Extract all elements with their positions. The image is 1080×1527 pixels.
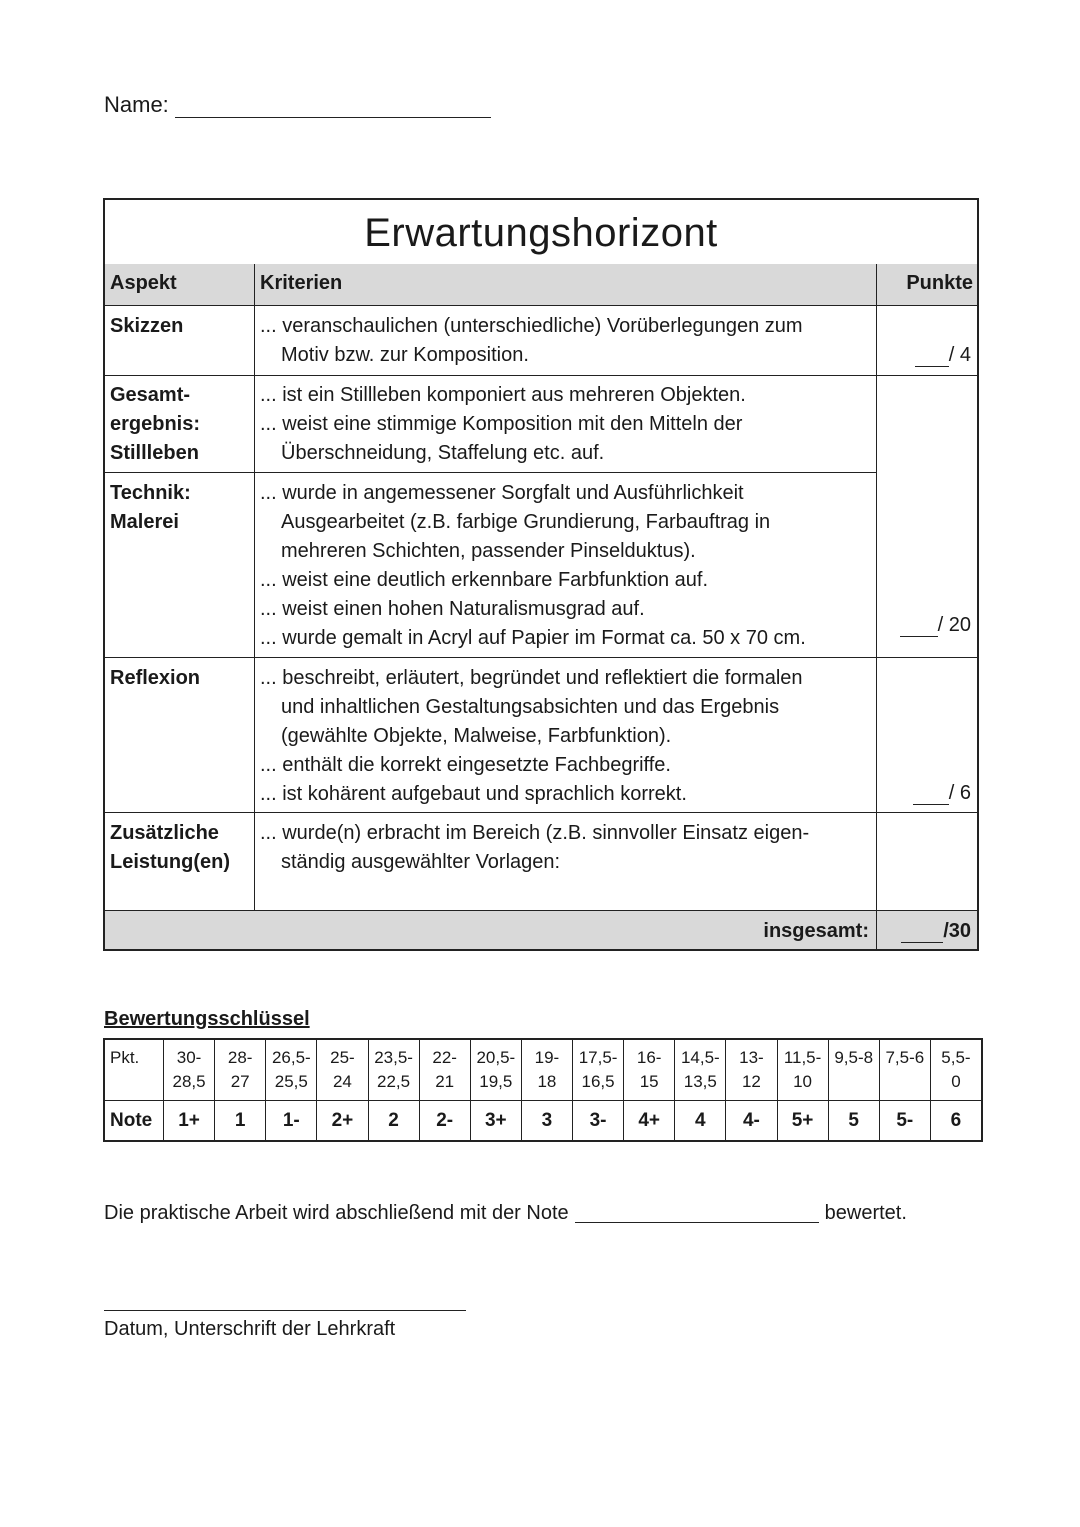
key-title: Bewertungsschlüssel [104,1008,310,1030]
key-points-value: 28,5 [172,1072,206,1091]
key-grade-cell: 4- [725,1100,776,1140]
key-points-cell [521,1040,572,1100]
key-points-value: 17,5- [578,1048,618,1067]
key-points-cell [930,1040,981,1100]
key-note-label: Note [105,1100,163,1140]
grading-key-table [103,1038,983,1142]
key-grade-cell: 6 [930,1100,981,1140]
key-points-value [829,1070,879,1094]
key-points-value [880,1070,930,1094]
divider [254,264,255,911]
kriterien-gesamt: ... ist ein Stillleben komponiert aus mehreren Objekten. ... weist eine stimmige Komposition mit den Mitteln der Überschneidung, Staffelung etc. auf. [260,384,746,464]
key-points-value: 13- [739,1048,764,1067]
final-grade-field[interactable] [575,1202,819,1223]
final-grade-line [104,1202,907,1225]
key-points-cell [316,1040,367,1100]
key-grade-cell: 2 [368,1100,419,1140]
table-title: Erwartungshorizont [105,200,977,266]
key-points-value: 11,5- [783,1048,822,1067]
key-points-value: 12 [741,1072,761,1091]
key-points-cell [623,1040,674,1100]
key-grade-cell: 5+ [777,1100,828,1140]
name-field[interactable] [175,95,491,118]
key-points-cell [214,1040,265,1100]
kriterien-zusatz: ... wurde(n) erbracht im Bereich (z.B. sinnvoller Einsatz eigen- ständig ausgewählter Vorlagen: [260,822,810,873]
key-grade-cell: 4+ [623,1100,674,1140]
key-grade-cell: 1 [214,1100,265,1140]
key-grade-cell: 2+ [316,1100,367,1140]
key-grade-cell: 3+ [470,1100,521,1140]
key-points-value: 18 [537,1072,557,1091]
signature-label: Datum, Unterschrift der Lehrkraft [104,1318,396,1340]
key-points-cell [725,1040,776,1100]
key-points-value: 24 [332,1072,352,1091]
key-points-value: 16- [636,1048,662,1067]
signature-line[interactable] [104,1310,466,1311]
total-label: insgesamt: [763,920,869,942]
divider [876,264,877,949]
key-points-cell [163,1040,214,1100]
key-points-cell [777,1040,828,1100]
key-grade-cell: 5 [828,1100,879,1140]
key-grade-cell: 4 [674,1100,725,1140]
aspekt-gesamt: Gesamt- ergebnis: Stillleben [110,384,201,464]
points-skizzen[interactable]: / 4 [915,344,971,367]
key-grade-cell: 1+ [163,1100,214,1140]
row-divider [105,472,877,473]
key-points-value: 0 [951,1072,961,1091]
key-points-cell [828,1040,879,1100]
key-points-value: 19,5 [479,1072,513,1091]
header-aspekt: Aspekt [110,272,177,294]
points-gesamt-technik[interactable]: / 20 [900,614,971,637]
key-points-value: 14,5- [680,1048,720,1067]
key-points-value: 27 [230,1072,250,1091]
key-points-value: 22,5 [377,1072,411,1091]
key-points-value: 22- [432,1048,457,1067]
aspekt-reflexion: Reflexion [110,667,201,689]
name-line [104,92,491,118]
key-points-value: 23,5- [374,1048,413,1067]
points-reflexion[interactable]: / 6 [913,782,971,805]
key-grade-cell: 5- [879,1100,930,1140]
key-grade-cell: 3 [521,1100,572,1140]
kriterien-skizzen: ... veranschaulichen (unterschiedliche) Vorüberlegungen zum Motiv bzw. zur Komposition. [260,315,803,366]
key-pkt-label: Pkt. [110,1048,140,1067]
key-points-cell [368,1040,419,1100]
aspekt-zusatz: Zusätzliche Leistung(en) [110,822,230,873]
kriterien-technik: ... wurde in angemessener Sorgfalt und Ausführlichkeit Ausgearbeitet (z.B. farbige Grundierung, Farbauftrag in mehreren Schichten, passender Pinselduktus). ... weist eine deutlich erkennbare Farbfunktion auf. ... weist einen hohen Naturalismusgrad auf. ... wurde gemalt in Acryl auf Papier im Format ca. 50 x 70 cm. [260,482,806,649]
header-kriterien: Kriterien [260,272,343,294]
key-points-value: 20,5- [476,1048,516,1067]
key-points-value: 21 [435,1072,455,1091]
key-points-value: 13,5 [683,1072,717,1091]
key-points-value: 7,5-6 [885,1048,925,1067]
points-total[interactable]: /30 [901,920,971,943]
header-row [105,264,977,306]
key-points-cell [265,1040,316,1100]
final-prefix: Die praktische Arbeit wird abschließend mit der Note [104,1202,569,1224]
key-points-value: 19- [534,1048,560,1067]
key-grade-cell: 2- [419,1100,470,1140]
key-grade-cell: 1- [265,1100,316,1140]
key-points-value: 28- [227,1048,253,1067]
key-points-cell [879,1040,930,1100]
name-label: Name: [104,92,169,117]
key-points-value: 30- [176,1048,202,1067]
key-points-cell [674,1040,725,1100]
header-punkte: Punkte [906,272,973,294]
aspekt-skizzen: Skizzen [110,315,184,337]
final-suffix: bewertet. [824,1202,907,1224]
key-points-value: 10 [793,1072,813,1091]
key-points-value: 25,5 [274,1072,308,1091]
key-points-value: 26,5- [271,1048,311,1067]
key-points-value: 5,5- [941,1048,971,1067]
key-points-value: 15 [639,1072,659,1091]
key-points-value: 16,5 [581,1072,615,1091]
key-points-cell [470,1040,521,1100]
key-points-value: 25- [330,1048,355,1067]
aspekt-technik: Technik: Malerei [110,482,191,533]
expectation-table [103,198,979,951]
kriterien-reflexion: ... beschreibt, erläutert, begründet und reflektiert die formalen und inhaltlichen Gestaltungsabsichten und das Ergebnis (gewählte Objekte, Malweise, Farbfunktion). ... enthält die korrekt eingesetzte Fachbegriffe. ... ist kohärent aufgebaut und sprachlich korrekt. [260,667,803,805]
key-points-cell [572,1040,623,1100]
key-grade-cell: 3- [572,1100,623,1140]
key-points-value: 9,5-8 [834,1048,874,1067]
key-points-cell [419,1040,470,1100]
